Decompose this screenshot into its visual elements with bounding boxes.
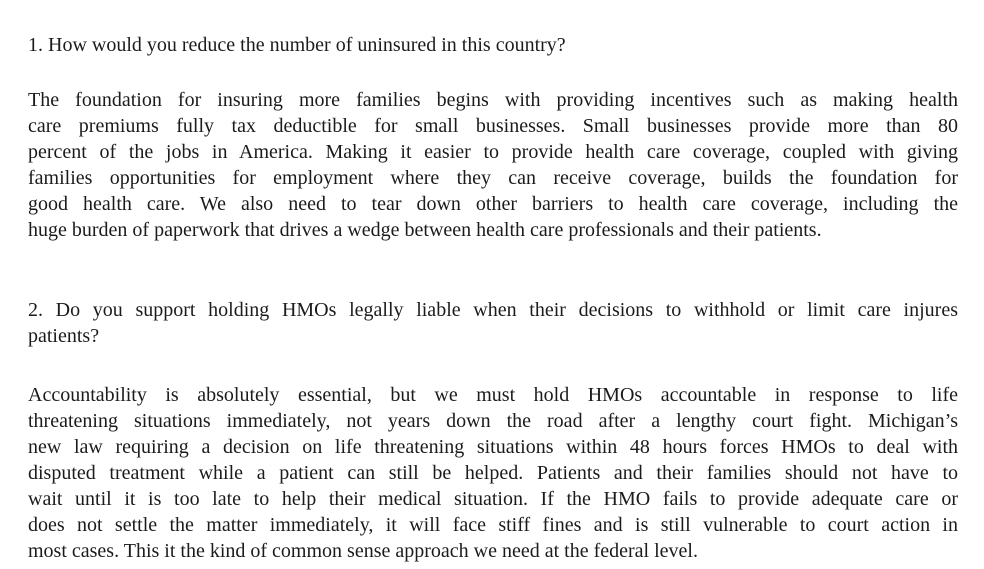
text-line: patients? [28, 325, 100, 347]
text-line: disputed treatment while a patient can still be helped. Patients and their families should not have to [28, 462, 958, 484]
text-line: threatening situations immediately, not years down the road after a lengthy court fight. Michigan’s [28, 410, 958, 432]
text-line: 2. Do you support holding HMOs legally liable when their decisions to withhold or limit care injures [28, 299, 958, 321]
text-line: 1. How would you reduce the number of uninsured in this country? [28, 34, 566, 56]
answer-2-paragraph [28, 382, 958, 564]
question-2 [28, 297, 958, 349]
text-line: good health care. We also need to tear down other barriers to health care coverage, including the [28, 193, 958, 215]
text-line: The foundation for insuring more families begins with providing incentives such as making health [28, 89, 958, 111]
answer-1-paragraph [28, 87, 958, 243]
text-line: percent of the jobs in America. Making it easier to provide health care coverage, coupled with giving [28, 141, 958, 163]
text-line: does not settle the matter immediately, it will face stiff fines and is still vulnerable to court action in [28, 514, 958, 536]
text-line: Accountability is absolutely essential, but we must hold HMOs accountable in response to life [28, 384, 958, 406]
text-line: most cases. This it the kind of common sense approach we need at the federal level. [28, 540, 698, 562]
text-line: families opportunities for employment where they can receive coverage, builds the foundation for [28, 167, 958, 189]
question-1 [28, 32, 958, 58]
text-line: new law requiring a decision on life threatening situations within 48 hours forces HMOs to deal with [28, 436, 958, 458]
text-line: wait until it is too late to help their medical situation. If the HMO fails to provide adequate care or [28, 488, 958, 510]
text-line: huge burden of paperwork that drives a wedge between health care professionals and their patients. [28, 219, 822, 241]
text-line: care premiums fully tax deductible for small businesses. Small businesses provide more than 80 [28, 115, 958, 137]
